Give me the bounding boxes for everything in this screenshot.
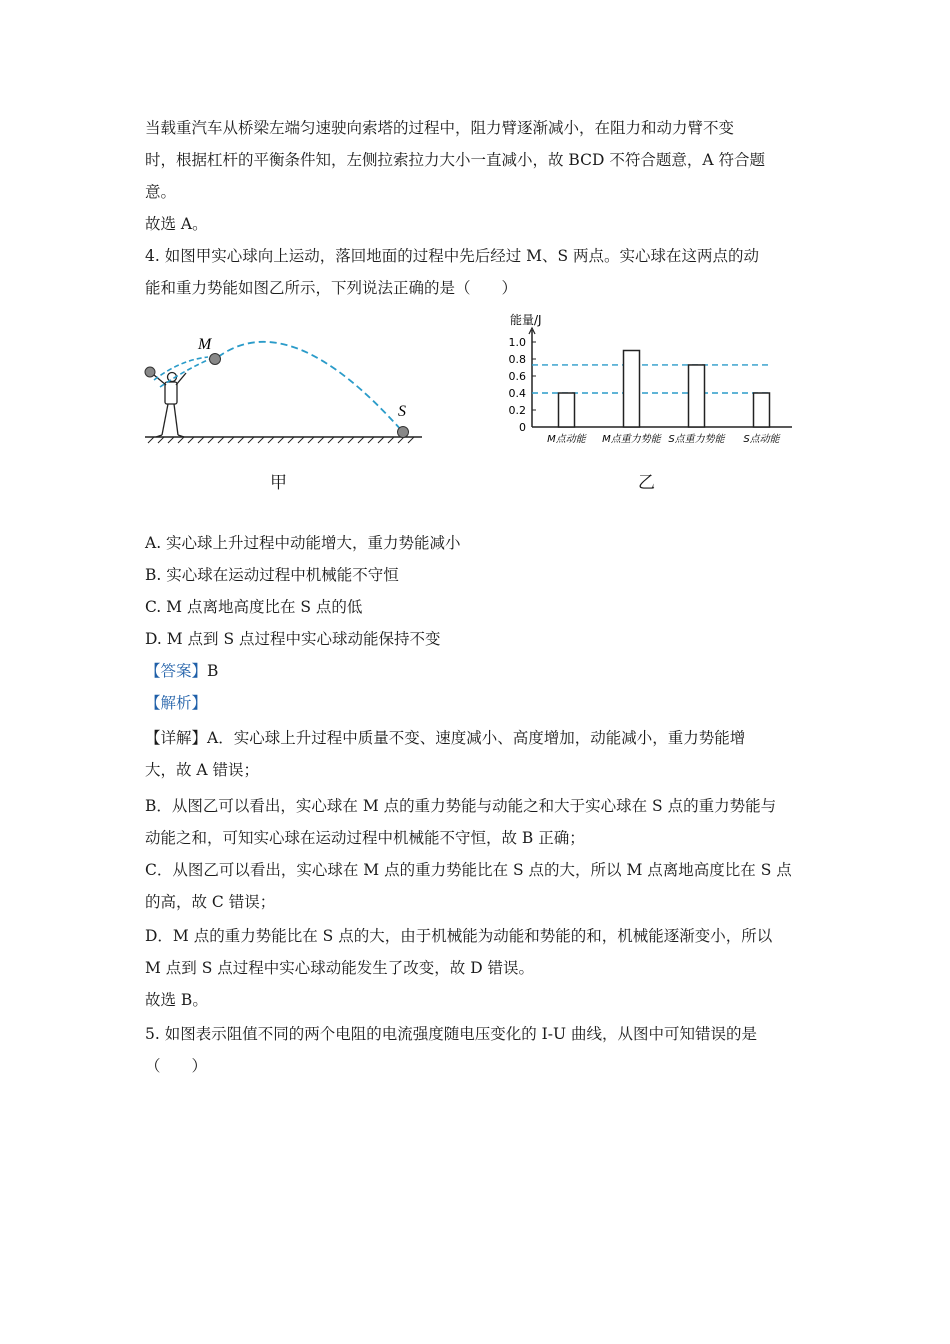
- question-5-line-2: （ ）: [145, 1057, 208, 1075]
- bar-0: [559, 393, 575, 427]
- option-a: A. 实心球上升过程中动能增大，重力势能减小: [145, 534, 461, 552]
- bar-2: [689, 365, 705, 427]
- explanation-1: A．实心球上升过程中质量不变、速度减小、高度增加，动能减小，重力势能增: [207, 729, 746, 747]
- caption-jia: 甲: [270, 473, 287, 493]
- category-label-3: S点动能: [743, 434, 780, 445]
- explanation-4: 动能之和，可知实心球在运动过程中机械能不守恒，故 B 正确；: [145, 829, 585, 847]
- analysis-line: [145, 693, 207, 713]
- caption-yi: 乙: [638, 473, 655, 493]
- explanation-8: M 点到 S 点过程中实心球动能发生了改变，故 D 错误。: [145, 959, 535, 977]
- trajectory-dashed: [218, 342, 402, 431]
- category-label-1: M点重力势能: [602, 434, 661, 445]
- y-axis-label: 能量/J: [510, 313, 542, 327]
- y-tick-label-3: 0.6: [508, 370, 526, 383]
- text-line-4: 故选 A。: [145, 215, 208, 233]
- text-line-2: 时，根据杠杆的平衡条件知，左侧拉索拉力大小一直减小，故 BCD 不符合题意，A 符合题: [145, 151, 765, 169]
- option-c: C. M 点离地高度比在 S 点的低: [145, 598, 363, 616]
- answer-line: [145, 661, 218, 681]
- answer-label: 【答案】: [145, 662, 208, 680]
- y-tick-label-5: 1.0: [508, 336, 526, 349]
- figure-yi-chart: [500, 300, 810, 500]
- label-s: S: [398, 403, 406, 420]
- explanation-2: 大，故 A 错误；: [145, 761, 260, 779]
- answer-value: B: [207, 662, 219, 680]
- explanation-7: D．M 点的重力势能比在 S 点的大，由于机械能为动能和势能的和，机械能逐渐变小，所以: [145, 927, 773, 945]
- y-tick-label-4: 0.8: [508, 353, 526, 366]
- y-tick-label-2: 0.4: [508, 387, 526, 400]
- category-label-2: S点重力势能: [668, 434, 725, 445]
- y-tick-label-1: 0.2: [508, 404, 526, 417]
- detail-label: 【详解】: [145, 729, 208, 747]
- detail-line: [145, 728, 745, 748]
- bar-1: [624, 351, 640, 428]
- option-b: B. 实心球在运动过程中机械能不守恒: [145, 566, 399, 584]
- question-5-line-1: 5. 如图表示阻值不同的两个电阻的电流强度随电压变化的 I-U 曲线，从图中可知错误的是: [145, 1025, 757, 1043]
- explanation-5: C．从图乙可以看出，实心球在 M 点的重力势能比在 S 点的大，所以 M 点离地高度比在 S 点: [145, 861, 792, 879]
- option-d: D. M 点到 S 点过程中实心球动能保持不变: [145, 630, 441, 648]
- ball-in-hand: [145, 367, 155, 377]
- label-m: M: [198, 336, 212, 353]
- y-tick-label-0: 0: [519, 421, 526, 434]
- explanation-6: 的高，故 C 错误；: [145, 893, 276, 911]
- explanation-9: 故选 B。: [145, 991, 208, 1009]
- category-label-0: M点动能: [547, 434, 586, 445]
- question-4-line-2: 能和重力势能如图乙所示，下列说法正确的是（ ）: [145, 279, 518, 297]
- analysis-label: 【解析】: [145, 694, 208, 712]
- explanation-3: B．从图乙可以看出，实心球在 M 点的重力势能与动能之和大于实心球在 S 点的重力势能与: [145, 797, 777, 815]
- text-line-3: 意。: [145, 183, 177, 201]
- ball-s: [398, 427, 409, 438]
- thrower-figure: [154, 373, 186, 438]
- bar-3: [754, 393, 770, 427]
- ball-m: [210, 354, 221, 365]
- text-line-1: 当载重汽车从桥梁左端匀速驶向索塔的过程中，阻力臂逐渐减小，在阻力和动力臂不变: [145, 119, 735, 137]
- question-4-line-1: 4. 如图甲实心球向上运动，落回地面的过程中先后经过 M、S 两点。实心球在这两点的动: [145, 247, 760, 265]
